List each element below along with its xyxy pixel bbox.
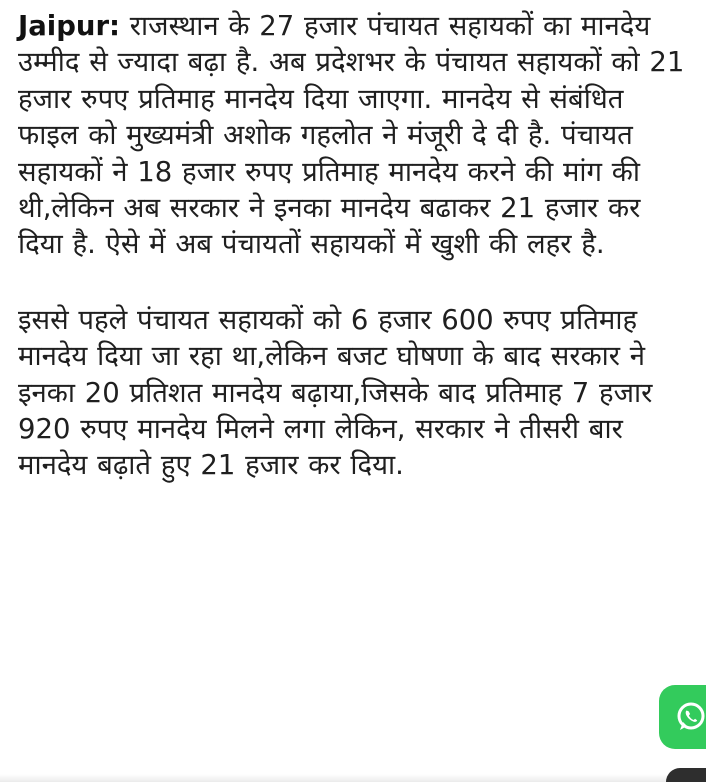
corner-overlay <box>666 768 706 782</box>
paragraph-2-text: इससे पहले पंचायत सहायकों को 6 हजार 600 रुपए प्रतिमाह मानदेय दिया जा रहा था,लेकिन बजट घोषणा के बाद सरकार ने इनका 20 प्रतिशत मानदेय बढ़ाया,जिसके बाद प्रतिमाह 7 हजार 920 रुपए मानदेय मिलने लगा लेकिन, सरकार ने तीसरी बार मानदेय बढ़ाते हुए 21 हजार कर दिया. <box>18 303 653 482</box>
whatsapp-icon <box>673 699 706 735</box>
article-paragraph-1 <box>18 8 690 263</box>
bottom-edge-shadow <box>0 774 706 782</box>
article-body <box>18 8 690 484</box>
article-paragraph-2 <box>18 302 690 484</box>
whatsapp-share-button[interactable] <box>659 685 706 749</box>
dateline: Jaipur: <box>18 10 121 42</box>
paragraph-1-text: राजस्थान के 27 हजार पंचायत सहायकों का मानदेय उम्मीद से ज्यादा बढ़ा है. अब प्रदेशभर के पंचायत सहायकों को 21 हजार रुपए प्रतिमाह मानदेय दिया जाएगा. मानदेय से संबंधित फाइल को मुख्यमंत्री अशोक गहलोत ने मंजूरी दे दी है. पंचायत सहायकों ने 18 हजार रुपए प्रतिमाह मानदेय करने की मांग की थी,लेकिन अब सरकार ने इनका मानदेय बढाकर 21 हजार कर दिया है. ऐसे में अब पंचायतों सहायकों में खुशी की लहर है. <box>18 10 685 261</box>
